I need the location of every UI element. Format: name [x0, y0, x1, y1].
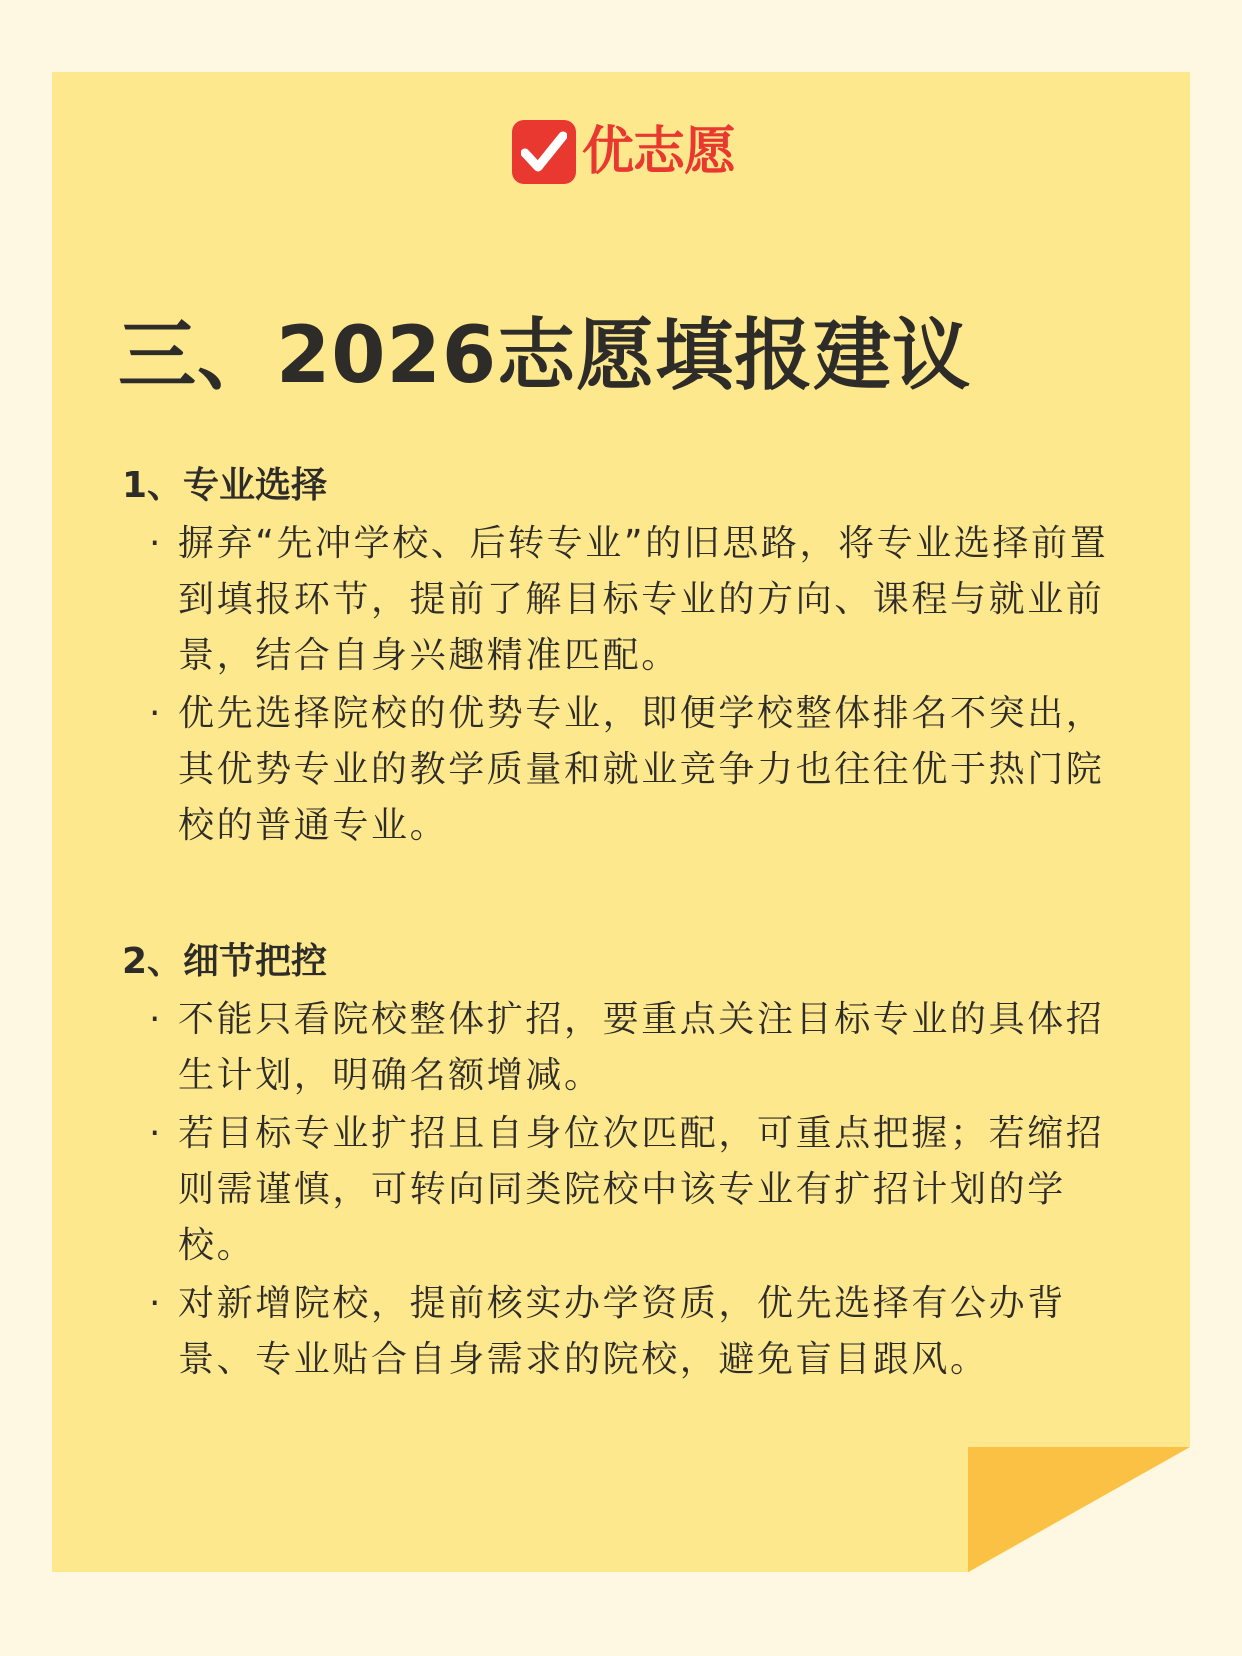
section-detail-control [122, 938, 1142, 1388]
bullet-text: 对新增院校，提前核实办学资质，优先选择有公办背景、专业贴合自身需求的院校，避免盲目跟风。 [178, 1283, 1066, 1380]
note-folded-corner [968, 1447, 1190, 1572]
bullet-dot: · [148, 1113, 164, 1154]
bullet-dot: · [148, 523, 164, 564]
bullet-dot: · [148, 693, 164, 734]
brand-logo [512, 118, 735, 186]
section-heading: 2、细节把控 [122, 941, 328, 982]
list-item [122, 992, 1142, 1104]
bullet-text: 若目标专业扩招且自身位次匹配，可重点把握；若缩招则需谨慎，可转向同类院校中该专业有扩招计划的学校。 [178, 1113, 1105, 1266]
bullet-text: 优先选择院校的优势专业，即便学校整体排名不突出，其优势专业的教学质量和就业竞争力也往往优于热门院校的普通专业。 [178, 693, 1105, 846]
section-major-selection [122, 462, 1142, 854]
bullet-text: 摒弃“先冲学校、后转专业”的旧思路，将专业选择前置到填报环节，提前了解目标专业的方向、课程与就业前景，结合自身兴趣精准匹配。 [178, 523, 1109, 676]
section-heading: 1、专业选择 [122, 465, 328, 506]
list-item [122, 516, 1142, 684]
bullet-text: 不能只看院校整体扩招，要重点关注目标专业的具体招生计划，明确名额增减。 [178, 999, 1105, 1096]
list-item [122, 1106, 1142, 1274]
bullet-dot: · [148, 1283, 164, 1324]
list-item [122, 1276, 1142, 1388]
page-title: 三、2026志愿填报建议 [118, 311, 972, 401]
bullet-dot: · [148, 999, 164, 1040]
checkmark-icon [512, 120, 576, 184]
brand-name: 优志愿 [582, 122, 736, 182]
list-item [122, 686, 1142, 854]
